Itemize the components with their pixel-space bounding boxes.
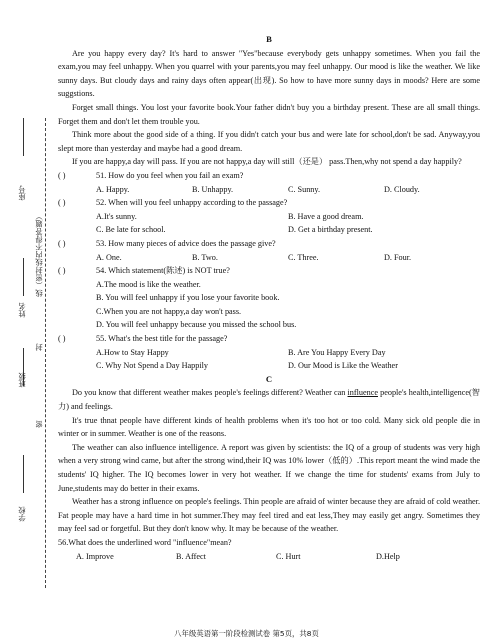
answer-blank[interactable]: ( ) bbox=[58, 170, 66, 180]
school-blank bbox=[23, 455, 24, 493]
feng-label: 封 bbox=[35, 343, 43, 351]
passage-c-paragraph: Weather has a strong influence on people's feelings. Thin people are afraid of winter because they are afraid of cold weather. Fat people may have a hard time in hot summer.They may feel tired and eat less,They may easily get angry. Sometimes they may feel sad or forgetful. But they don't know why. It may be because of the weather. bbox=[58, 497, 480, 534]
answer-blank[interactable]: ( ) bbox=[58, 266, 66, 276]
name-blank bbox=[23, 258, 24, 296]
school-label: 学校 bbox=[18, 506, 26, 522]
option-d: D. Four. bbox=[384, 252, 412, 262]
exam-content bbox=[58, 33, 480, 563]
option-b: B. Affect bbox=[176, 551, 206, 561]
option-a: A.How to Stay Happy bbox=[96, 347, 169, 357]
question-stem: 56.What does the underlined word "influence"mean? bbox=[58, 537, 232, 547]
passage-b-paragraph: If you are happy,a day will pass. If you are not happy,a day will still（还是） pass.Then,why not spend a day happily? bbox=[71, 157, 462, 167]
question-52-options-row-1 bbox=[58, 210, 480, 224]
option-c: C. Why Not Spend a Day Happily bbox=[96, 361, 208, 371]
option-c: C. Be late for school. bbox=[96, 225, 166, 235]
option-a: A.The mood is like the weather. bbox=[96, 279, 201, 289]
underlined-word: influence bbox=[347, 388, 378, 398]
passage-c-paragraph: It's true thnat people have different kinds of health problems when it's too hot or too cold. Many sick old people die in winter or in summer. Weather is one of the reasons. bbox=[58, 415, 480, 439]
option-d: D. Cloudy. bbox=[384, 184, 420, 194]
question-52 bbox=[58, 196, 480, 210]
option-d: D. You will feel unhappy because you missed the school bus. bbox=[96, 320, 297, 330]
option-c: C. Sunny. bbox=[288, 184, 320, 194]
question-stem: 55. What's the best title for the passage? bbox=[96, 334, 228, 344]
question-51 bbox=[58, 169, 480, 183]
mi-label: 密 bbox=[35, 420, 43, 428]
passage-text: Do you know that different weather makes people's feelings different? Weather can bbox=[71, 388, 348, 398]
passage-c-paragraph bbox=[58, 386, 480, 413]
question-55-options-row-1 bbox=[58, 346, 480, 360]
question-51-options bbox=[58, 183, 480, 197]
option-a: A.It's sunny. bbox=[96, 211, 137, 221]
seat-no-label: 座号 bbox=[18, 185, 26, 201]
answer-blank[interactable]: ( ) bbox=[58, 198, 66, 208]
question-stem: 54. Which statement(陈述) is NOT true? bbox=[96, 266, 230, 276]
passage-b-paragraph: Forget small things. You lost your favorite book.Your father didn't buy you a birthday present. These are all small things. Forget them and don't let them trouble you. bbox=[58, 102, 480, 126]
option-c: C. Three. bbox=[288, 252, 319, 262]
question-56-options bbox=[58, 550, 480, 564]
option-b: B. Unhappy. bbox=[192, 184, 234, 194]
answer-blank[interactable]: ( ) bbox=[58, 238, 66, 248]
passage-b-paragraph: Are you happy every day? It's hard to answer "Yes"because everybody gets unhappy sometimes. When you fail the exam,you may feel unhappy. When you quarrel with your parents,you may feel unhappy. Our mood is like the weather. We like sunny days. But cloudy days and rainy days often appear(出现). So how to have more sunny days in moods? Here are some suggstions. bbox=[58, 48, 480, 99]
passage-b-paragraph: Think more about the good side of a thing. If you didn't catch your bus and were late for school,don't be sad. Anyway,you slept more than yesterday and maybe had a good dream. bbox=[58, 130, 480, 153]
question-55 bbox=[58, 332, 480, 346]
option-b: B. You will feel unhappy if you lose your favorite book. bbox=[96, 293, 280, 303]
option-a: A. One. bbox=[96, 252, 122, 262]
question-52-options-row-2 bbox=[58, 223, 480, 237]
question-stem: 53. How many pieces of advice does the passage give? bbox=[96, 238, 276, 248]
passage-text: people's health,intelligence(智力) and feelings. bbox=[58, 388, 480, 412]
page-footer: 八年级英语第一阶段检测试卷 第5页，共8页 bbox=[174, 629, 319, 638]
section-c-title: C bbox=[265, 373, 273, 384]
question-55-options-row-2 bbox=[58, 359, 480, 373]
question-56 bbox=[58, 536, 480, 550]
option-d: D. Our Mood is Like the Weather bbox=[288, 361, 398, 371]
option-a: A. Happy. bbox=[96, 184, 130, 194]
option-d: D.Help bbox=[376, 551, 400, 561]
question-stem: 52. When will you feel unhappy according to the passage? bbox=[96, 198, 288, 208]
passage-c-paragraph: The weather can also influence intelligence. A report was given by scientists: the IQ of a group of students was very high when a very strong wind came, but after the strong wind,their IQ was 10% lower（低的）.This report meant the wind made the students' IQ higher. The IQ becomes lower in very hot weather. If we change the time for students' exams from July to June,students may do better in their exams. bbox=[58, 442, 480, 493]
option-b: B. Two. bbox=[192, 252, 218, 262]
seal-line bbox=[45, 118, 46, 588]
option-b: B. Are You Happy Every Day bbox=[288, 347, 386, 357]
option-d: D. Get a birthday present. bbox=[288, 225, 373, 235]
question-stem: 51. How do you feel when you fail an exam? bbox=[96, 170, 244, 180]
question-53 bbox=[58, 237, 480, 251]
name-label: 姓名 bbox=[18, 302, 26, 318]
class-label: 班级 bbox=[18, 372, 26, 388]
option-c: C. Hurt bbox=[276, 551, 301, 561]
option-c: C.When you are not happy,a day won't pass. bbox=[96, 306, 242, 316]
option-a: A. Improve bbox=[76, 551, 114, 561]
option-b: B. Have a good dream. bbox=[288, 211, 364, 221]
question-53-options bbox=[58, 251, 480, 265]
question-54 bbox=[58, 264, 480, 278]
seal-note-label: 线（密封线内不得答题） bbox=[35, 212, 43, 297]
seat-no-blank bbox=[23, 118, 24, 156]
section-b-title: B bbox=[266, 34, 272, 44]
answer-blank[interactable]: ( ) bbox=[58, 334, 66, 344]
